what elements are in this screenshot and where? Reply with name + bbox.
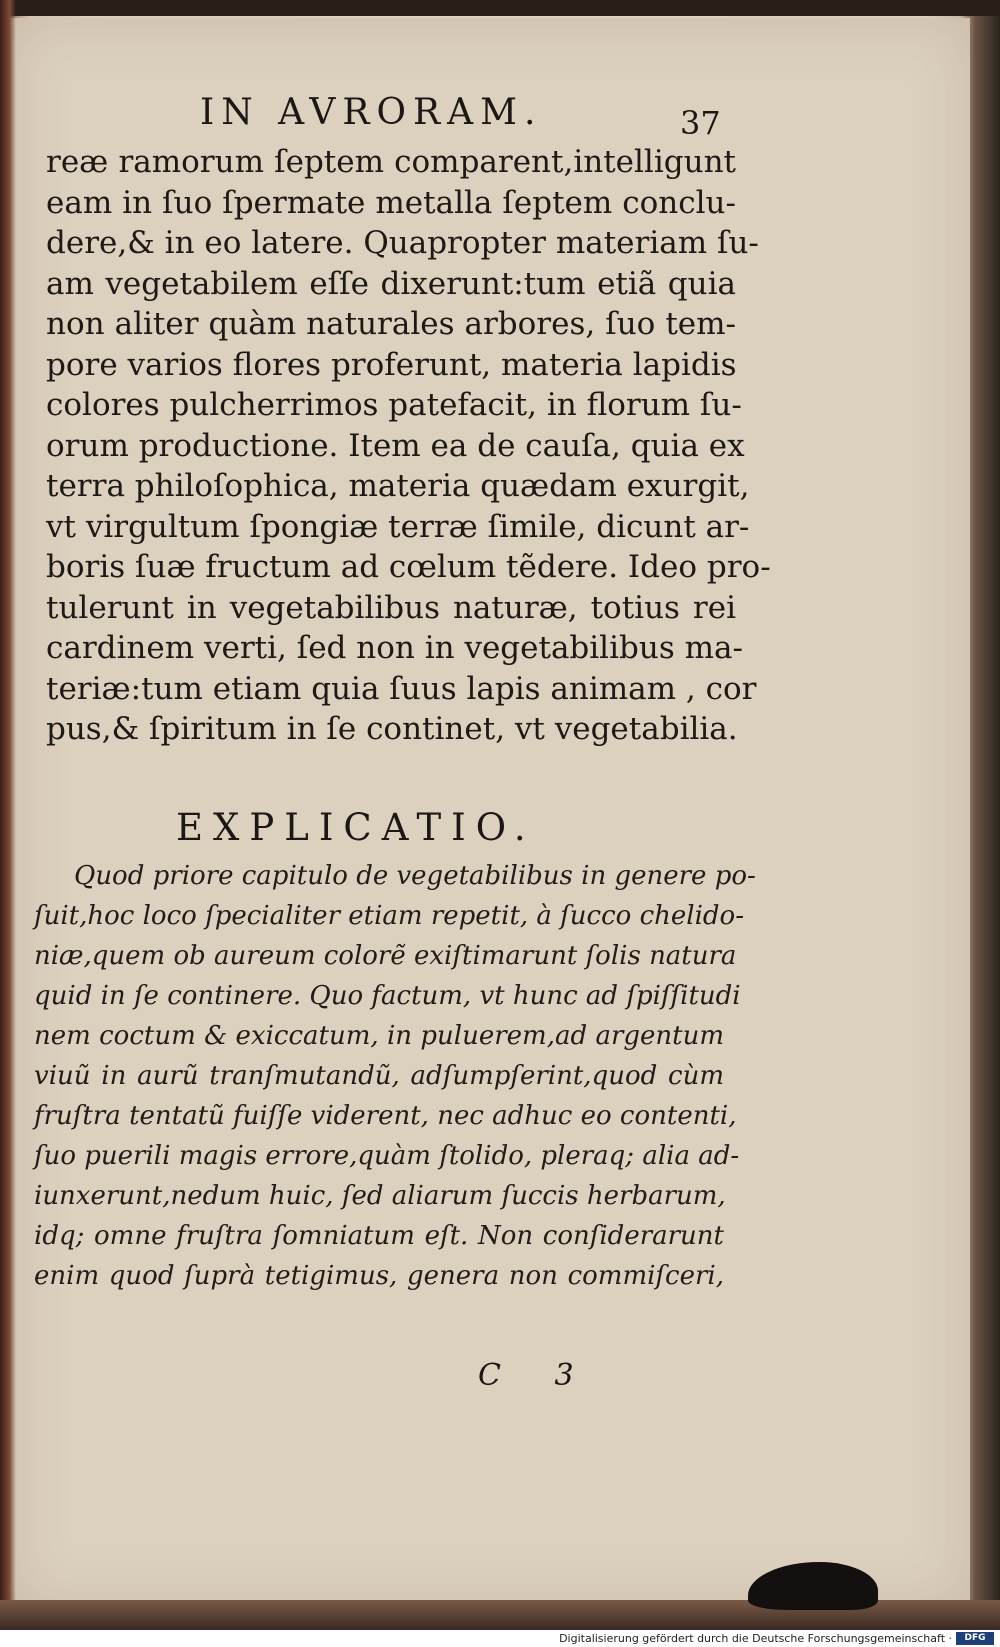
- commentary-line: fruſtra tentatũ fuiſſe viderent, nec adhuc eo contenti,: [34, 1101, 737, 1131]
- text-line: cardinem verti, ſed non in vegetabilibus ma-: [46, 630, 743, 666]
- text-line: am vegetabilem eſſe dixerunt:tum etiã quia: [46, 265, 736, 302]
- text-line: eam in ſuo ſpermate metalla ſeptem conclu-: [46, 184, 736, 221]
- text-line: dere,& in eo latere. Quapropter materiam ſu-: [46, 225, 759, 261]
- text-line: teriæ:tum etiam quia ſuus lapis animam , cor: [46, 670, 757, 707]
- text-line: colores pulcherrimos patefacit, in florum ſu-: [46, 387, 742, 423]
- scan-top-border: [0, 0, 1000, 16]
- text-line: boris ſuæ fructum ad cœlum tẽdere. Ideo pro-: [46, 549, 771, 585]
- main-text-block: [46, 142, 771, 750]
- dfg-logo: DFG: [956, 1632, 994, 1645]
- signature-mark: C 3: [478, 1358, 596, 1393]
- text-line: terra philoſophica, materia quædam exurgit,: [46, 468, 750, 504]
- commentary-line: quid in ſe continere. Quo factum, vt hunc ad ſpiſſitudi: [34, 981, 741, 1011]
- text-line: pus,& ſpiritum in ſe continet, vt vegetabilia.: [46, 711, 738, 747]
- commentary-line: iunxerunt,nedum huic, ſed aliarum ſuccis herbarum,: [34, 1181, 726, 1211]
- digitization-footer: [0, 1630, 1000, 1647]
- page-number: 37: [680, 104, 721, 142]
- text-line: non aliter quàm naturales arbores, ſuo tem-: [46, 306, 736, 342]
- text-line: orum productione. Item ea de cauſa, quia ex: [46, 427, 745, 464]
- commentary-line: viuũ in aurũ tranſmutandũ, adſumpſerint,quod cùm: [34, 1061, 724, 1091]
- commentary-line: niæ,quem ob aureum colorẽ exiſtimarunt ſolis natura: [34, 941, 737, 971]
- text-line: pore varios flores proferunt, materia lapidis: [46, 346, 737, 383]
- text-line: reæ ramorum ſeptem comparent,intelligunt: [46, 144, 736, 180]
- commentary-line: enim quod ſuprà tetigimus, genera non commiſceri,: [34, 1261, 724, 1291]
- commentary-line: nem coctum & exiccatum, in puluerem,ad argentum: [34, 1021, 724, 1051]
- text-line: vt virgultum ſpongiæ terræ ſimile, dicunt ar-: [46, 508, 750, 545]
- running-head: IN AVRORAM.: [200, 92, 543, 133]
- section-heading: EXPLICATIO.: [176, 806, 536, 849]
- commentary-line: Quod priore capitulo de vegetabilibus in genere po-: [74, 861, 756, 891]
- commentary-line: idq; omne fruſtra ſomniatum eſt. Non conſiderarunt: [34, 1221, 724, 1251]
- footer-credit: Digitalisierung gefördert durch die Deutsche Forschungsgemeinschaft ·: [559, 1632, 952, 1645]
- binding-edge: [0, 0, 16, 1647]
- commentary-text-block: [34, 856, 756, 1296]
- commentary-line: ſuo puerili magis errore,quàm ſtolido, pleraq; alia ad-: [34, 1141, 740, 1171]
- commentary-line: ſuit,hoc loco ſpecialiter etiam repetit, à ſucco chelido-: [34, 901, 744, 931]
- text-line: tulerunt in vegetabilibus naturæ, totius rei: [46, 589, 736, 626]
